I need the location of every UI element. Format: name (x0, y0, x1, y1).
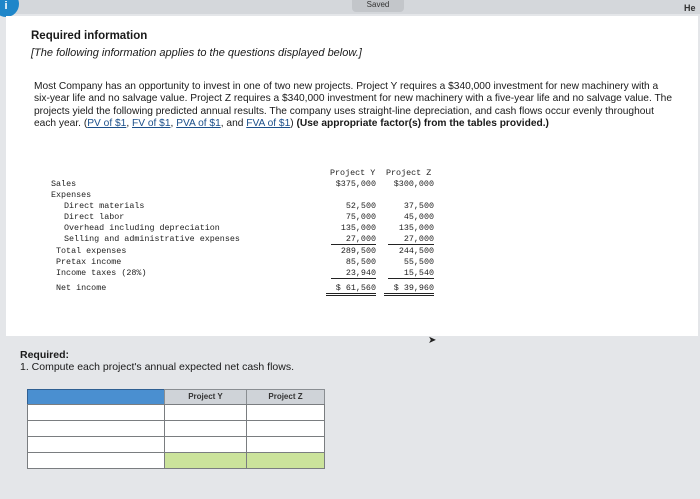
row-2-label-input[interactable] (27, 420, 165, 437)
row-3-project-z-input[interactable] (246, 436, 325, 453)
pva-link[interactable]: PVA of $1 (176, 117, 221, 129)
row-1-project-z-input[interactable] (246, 404, 325, 421)
col-header-project-z: Project Z (386, 168, 432, 178)
column-header-project-z: Project Z (246, 389, 325, 405)
required-heading: Required: (20, 349, 70, 361)
separator: , (126, 117, 132, 129)
required-information-title: Required information (31, 30, 148, 42)
separator: , (170, 117, 177, 129)
table-header-blank (27, 389, 165, 405)
pretax-income-y: 85,500 (345, 257, 376, 267)
fva-link[interactable]: FVA of $1 (246, 117, 291, 129)
column-header-project-y: Project Y (164, 389, 247, 405)
question-text: 1. Compute each project's annual expected net cash flows. (20, 361, 294, 373)
row-label-expenses: Expenses (51, 190, 92, 200)
close-paren: ) (290, 117, 294, 129)
fv-link[interactable]: FV of $1 (132, 117, 171, 129)
saved-status: Saved (352, 0, 404, 12)
overhead-y: 135,000 (340, 223, 376, 233)
income-taxes-z: 15,540 (388, 268, 434, 279)
row-1-label-input[interactable] (27, 404, 165, 421)
overhead-z: 135,000 (398, 223, 434, 233)
col-header-project-y: Project Y (330, 168, 376, 178)
direct-materials-y: 52,500 (345, 201, 376, 211)
row-label-income-taxes: Income taxes (28%) (56, 268, 147, 278)
income-taxes-y: 23,940 (331, 268, 376, 279)
direct-labor-z: 45,000 (403, 212, 434, 222)
row-1-project-y-input[interactable] (164, 404, 247, 421)
mouse-cursor-icon: ➤ (428, 335, 437, 346)
row-label-direct-labor: Direct labor (64, 212, 125, 222)
row-label-selling-admin: Selling and administrative expenses (64, 234, 240, 244)
direct-materials-z: 37,500 (403, 201, 434, 211)
sales-y: $375,000 (335, 179, 376, 189)
selling-admin-y: 27,000 (331, 234, 376, 245)
applies-note: [The following information applies to the questions displayed below.] (31, 47, 362, 59)
row-3-project-y-input[interactable] (164, 436, 247, 453)
info-icon[interactable]: i (0, 0, 19, 17)
total-project-y-input[interactable] (164, 452, 247, 469)
net-income-y: $ 61,560 (326, 283, 376, 296)
help-link[interactable]: He (684, 3, 696, 13)
net-income-z: $ 39,960 (384, 283, 434, 296)
row-label-direct-materials: Direct materials (64, 201, 145, 211)
row-2-project-z-input[interactable] (246, 420, 325, 437)
factor-instruction: (Use appropriate factor(s) from the tables provided.) (296, 117, 549, 129)
total-expenses-z: 244,500 (398, 246, 434, 256)
row-3-label-input[interactable] (27, 436, 165, 453)
row-2-project-y-input[interactable] (164, 420, 247, 437)
sales-z: $300,000 (393, 179, 434, 189)
pv-link[interactable]: PV of $1 (87, 117, 127, 129)
total-project-z-input[interactable] (246, 452, 325, 469)
row-label-net-income: Net income (56, 283, 107, 293)
selling-admin-z: 27,000 (388, 234, 434, 245)
row-label-sales: Sales (51, 179, 77, 189)
total-label-input[interactable] (27, 452, 165, 469)
direct-labor-y: 75,000 (345, 212, 376, 222)
intro-text: Most Company has an opportunity to invest in one of two new projects. Project Y requires a $340,000 investment for new machinery with a six-year life and no salvage value. Project Z requires a $340,000 investment for new machinery with a five-year life and no salvage value. The projects yield the following predicted annual results. The company uses straight-line depreciation, and cash flows occur evenly throughout each year. ( (34, 81, 673, 129)
pretax-income-z: 55,500 (403, 257, 434, 267)
separator: , and (220, 117, 247, 129)
row-label-pretax-income: Pretax income (56, 257, 122, 267)
row-label-total-expenses: Total expenses (56, 246, 127, 256)
total-expenses-y: 289,500 (340, 246, 376, 256)
row-label-overhead: Overhead including depreciation (64, 223, 220, 233)
